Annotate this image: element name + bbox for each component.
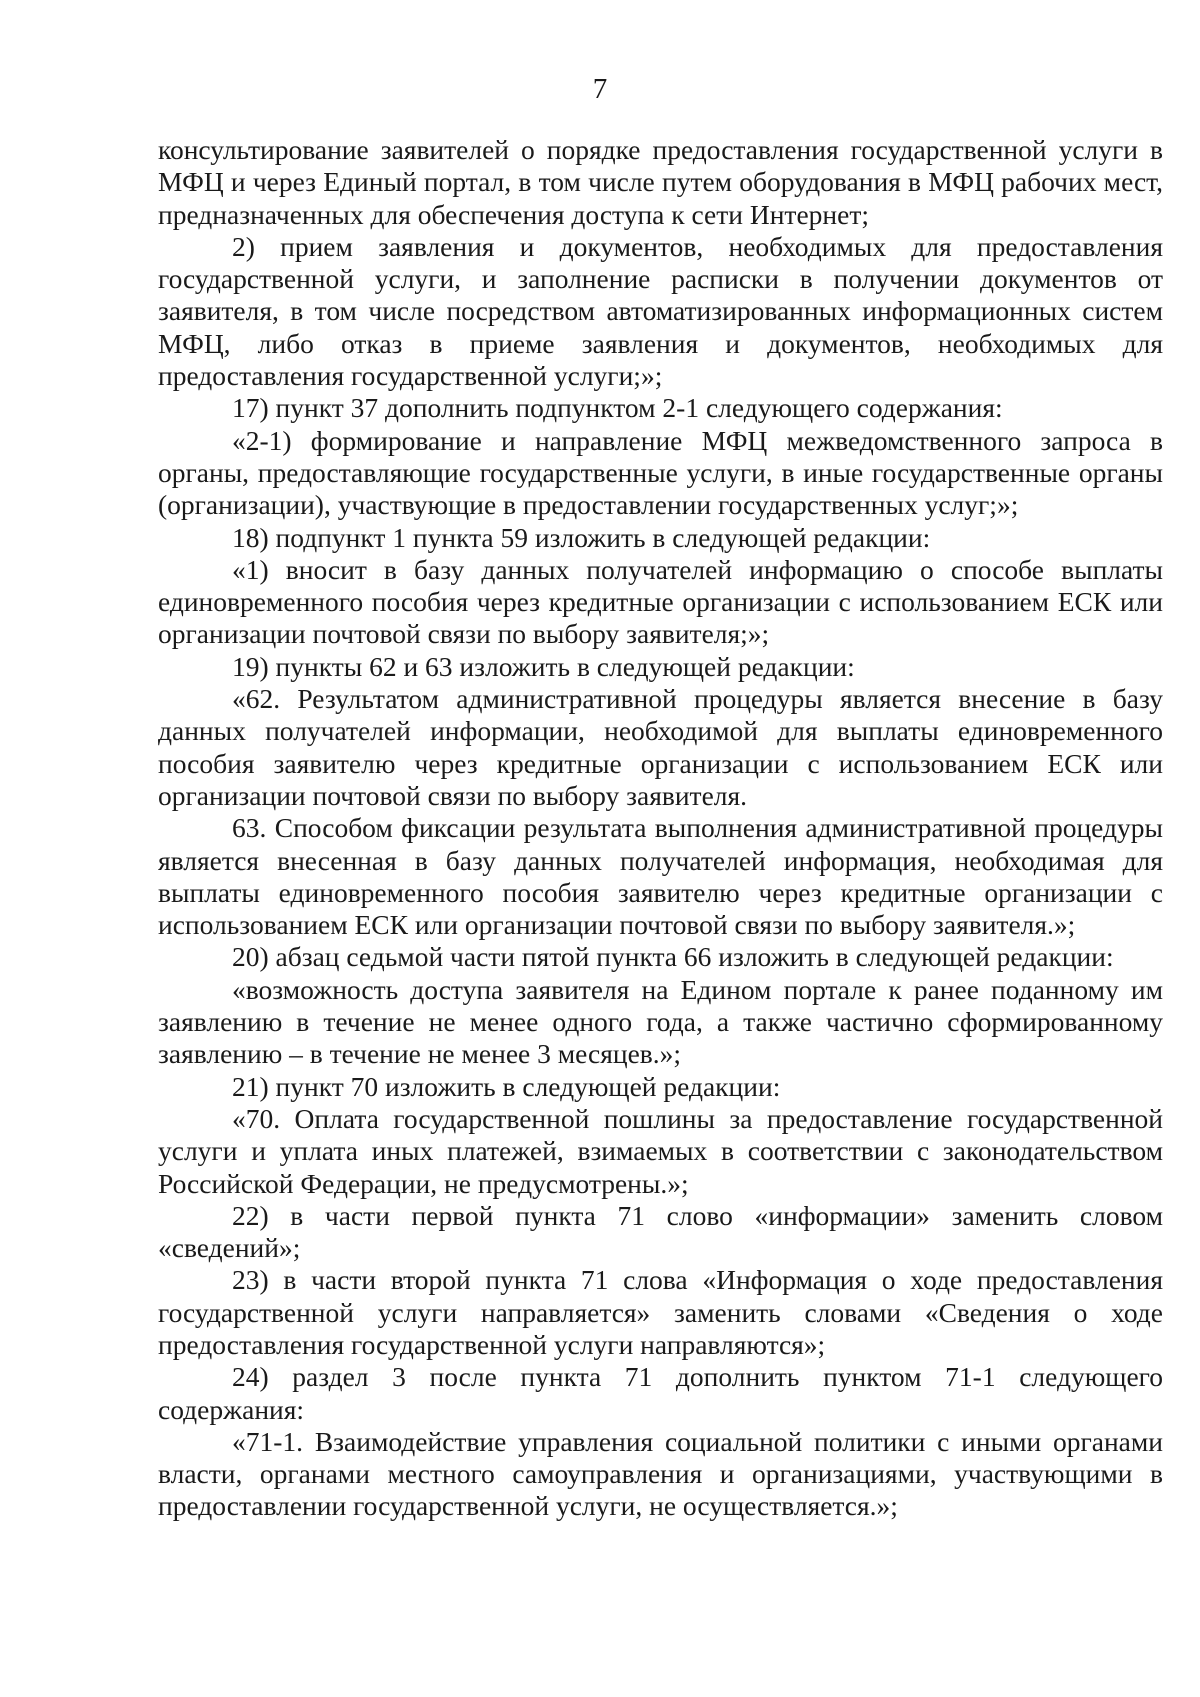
page-number: 7: [592, 73, 608, 105]
paragraph-point-71-1: «71-1. Взаимодействие управления социальной политики с иными органами власти, органами местного самоуправления и организациями, участвующими в предоставлении государственной услуги, не осуществляется.»;: [158, 1425, 1163, 1522]
paragraph-item-23: 23) в части второй пункта 71 слова «Информация о ходе предоставления государственной услуги направляется» заменить словами «Сведения о ходе предоставления государственной услуги направляются»;: [158, 1264, 1163, 1360]
paragraph-item-24: 24) раздел 3 после пункта 71 дополнить пунктом 71-1 следующего содержания:: [158, 1361, 1163, 1425]
paragraph-item-18: 18) подпункт 1 пункта 59 изложить в следующей редакции:: [232, 521, 931, 553]
paragraph-item-2: 2) прием заявления и документов, необходимых для предоставления государственной услуги, и заполнение расписки в получении документов от заявителя, в том числе посредством автоматизированных информационных систем МФЦ, либо отказ в приеме заявления и документов, необходимых для предоставления государственной услуги;»;: [158, 230, 1163, 392]
paragraph-consulting: консультирование заявителей о порядке предоставления государственной услуги в МФЦ и через Единый портал, в том числе путем оборудования в МФЦ рабочих мест, предназначенных для обеспечения доступа к сети Интернет;: [158, 134, 1163, 230]
paragraph-portal-access: «возможность доступа заявителя на Едином портале к ранее поданному им заявлению в течение не менее одного года, а также частично сформированному заявлению – в течение не менее 3 месяцев.»;: [158, 973, 1163, 1070]
paragraph-item-17: 17) пункт 37 дополнить подпунктом 2-1 следующего содержания:: [232, 392, 1003, 424]
paragraph-item-20: 20) абзац седьмой части пятой пункта 66 изложить в следующей редакции:: [232, 941, 1114, 973]
paragraph-item-19: 19) пункты 62 и 63 изложить в следующей редакции:: [232, 650, 855, 682]
paragraph-point-63: 63. Способом фиксации результата выполнения административной процедуры является внесенная в базу данных получателей информация, необходимая для выплаты единовременного пособия заявителю через кредитные организации с использованием ЕСК или организации почтовой связи по выбору заявителя.»;: [158, 812, 1163, 941]
paragraph-subitem-1: «1) вносит в базу данных получателей информацию о способе выплаты единовременного пособия через кредитные организации с использованием ЕСК или организации почтовой связи по выбору заявителя;»;: [158, 553, 1163, 650]
paragraph-point-70: «70. Оплата государственной пошлины за предоставление государственной услуги и уплата иных платежей, взимаемых в соответствии с законодательством Российской Федерации, не предусмотрены.»;: [158, 1102, 1163, 1199]
paragraph-point-62: «62. Результатом административной процедуры является внесение в базу данных получателей информации, необходимой для выплаты единовременного пособия заявителю через кредитные организации с использованием ЕСК или организации почтовой связи по выбору заявителя.: [158, 683, 1163, 811]
paragraph-item-22: 22) в части первой пункта 71 слово «информации» заменить словом «сведений»;: [158, 1199, 1163, 1264]
paragraph-item-21: 21) пункт 70 изложить в следующей редакции:: [232, 1070, 781, 1102]
document-body: [158, 134, 1163, 1523]
paragraph-item-2-1: «2-1) формирование и направление МФЦ межведомственного запроса в органы, предоставляющие государственные услуги, в иные государственные органы (организации), участвующие в предоставлении государственных услуг;»;: [158, 424, 1163, 521]
